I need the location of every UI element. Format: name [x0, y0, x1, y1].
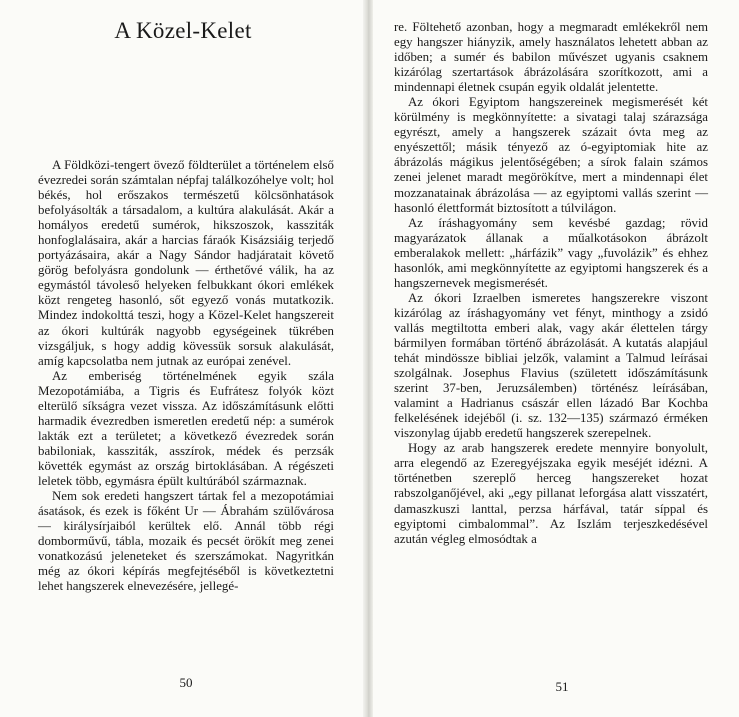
chapter-title: A Közel-Kelet	[114, 18, 252, 43]
paragraph: Hogy az arab hangszerek eredete mennyire bonyolult, arra elegendő az Ezeregyéjszaka egyik meséjét idézni. A történetben szereplő herceg hangszereket hozat rabszolganőjével, aki „egy pillanat leforgása alatt visszatért, damaszkuszi lanttal, perzsa hárfával, tatár síppal és egyiptomi cimbalommal”. Az Iszlám terjeszkedésével azután végleg elmosódtak a	[394, 441, 708, 546]
page-number-right: 51	[555, 679, 569, 694]
paragraph: Az emberiség történelmének egyik szála Mezopotámiába, a Tigris és Eufrátesz folyók közt elterülő síkságra vezet vissza. Az időszámításunk előtti harmadik évezredben ismeretlen eredetű nép: a sumérok lakták ezt a területet; a következő évezredek során babiloniak, kassziták, asszírok, médek és perzsák követték egymást az ország birtoklásában. A régészeti leletek több, egymásra épült kultúrából származnak.	[38, 368, 334, 488]
left-page	[0, 0, 366, 717]
right-page	[372, 0, 739, 717]
page-number-left: 50	[179, 675, 193, 690]
left-page-body	[38, 158, 334, 594]
paragraph: Az ókori Izraelben ismeretes hangszerekre viszont kizárólag az íráshagyomány vet fényt, minthogy a zsidó vallás megtiltotta emberi alak, vagy akár élettelen tárgy bármilyen formában történő ábrázolását. A kutatás alapjául tehát mindössze bibliai jelzők, valamint a Talmud leírásai szolgálnak. Josephus Flavius (született időszámításunk szerint 37-ben, Jeruzsálemben) történész leírásában, valamint a Hadrianus császár ellen lázadó Bar Kochba felkelésének idejéből (i. sz. 132—135) származó érméken viszonylag újabb eredetű hangszerek szerepelnek.	[394, 290, 708, 441]
paragraph: re. Föltehető azonban, hogy a megmaradt emlékekről nem egy hangszer hiányzik, amely használatos lehetett abban az időben; a sumér és babilon művészet ugyanis csaknem kizárólag szertartások ábrázolására szorítkozott, ami a mindennapi életnek csupán egyik oldalát jelentette.	[394, 20, 708, 95]
paragraph: Az íráshagyomány sem kevésbé gazdag; rövid magyarázatok állanak a műalkotásokon ábrázolt emberalakok mellett: „hárfázik” vagy „fuvolázik” és ehhez hasonlók, ami megkönnyítette az egyiptomi hangszerek és a hangszernevek megismerését.	[394, 215, 708, 290]
paragraph: A Földközi-tengert övező földterület a történelem első évezredei során számtalan népfaj találkozóhelye volt; hol békés, hol erőszakos természetű kölcsönhatások befolyásolták a társadalom, a kultúra alakulását. Akár a homályos eredetű sumérok, hikszoszok, kassziták honfoglalásaira, akár a harcias fáraók Kisázsiáig terjedő portyázásaira, akár a Nagy Sándor hadjáratait követő görög befolyásra gondolunk — érthetővé válik, ha az egymástól távoleső helyeken felbukkant ókori emlékek közt rengeteg hasonló, sőt egyező vonás mutatkozik. Mindez indokolttá teszi, hogy a Közel-Kelet hangszereit az ókori kultúrák nagyobb egységeinek tükrében vizsgáljuk, s hogy addig kövessük sorsuk alakulását, amíg kapcsolatba nem jutnak az európai zenével.	[38, 158, 334, 368]
paragraph: Az ókori Egyiptom hangszereinek megismerését két körülmény is megkönnyítette: a sivatagi talaj szárazsága egyrészt, amely a hangszerek százait óvta meg az enyészettől; másik tényező az ó-egyiptomiak hite az ábrázolás mágikus jelentőségében; a sírok falain számos zenei jelenet maradt megörökítve, mert a mindennapi élet mozzanatainak ábrázolása — az egyiptomi vallás szerint — hasonló élettformát biztosított a túlvilágon.	[394, 95, 708, 215]
right-page-body	[394, 20, 708, 547]
paragraph: Nem sok eredeti hangszert tártak fel a mezopotámiai ásatások, és ezek is főként Ur — Ábrahám szülővárosa — királysírjaiból kerültek elő. Annál több régi domborművű, tábla, mozaik és pecsét örökít meg zenei vonatkozású jeleneteket és szerszámokat. Nagyritkán még az ókori képírás megfejtéséből is következtetni lehet hangszerek elnevezésére, jellegé-	[38, 489, 334, 594]
